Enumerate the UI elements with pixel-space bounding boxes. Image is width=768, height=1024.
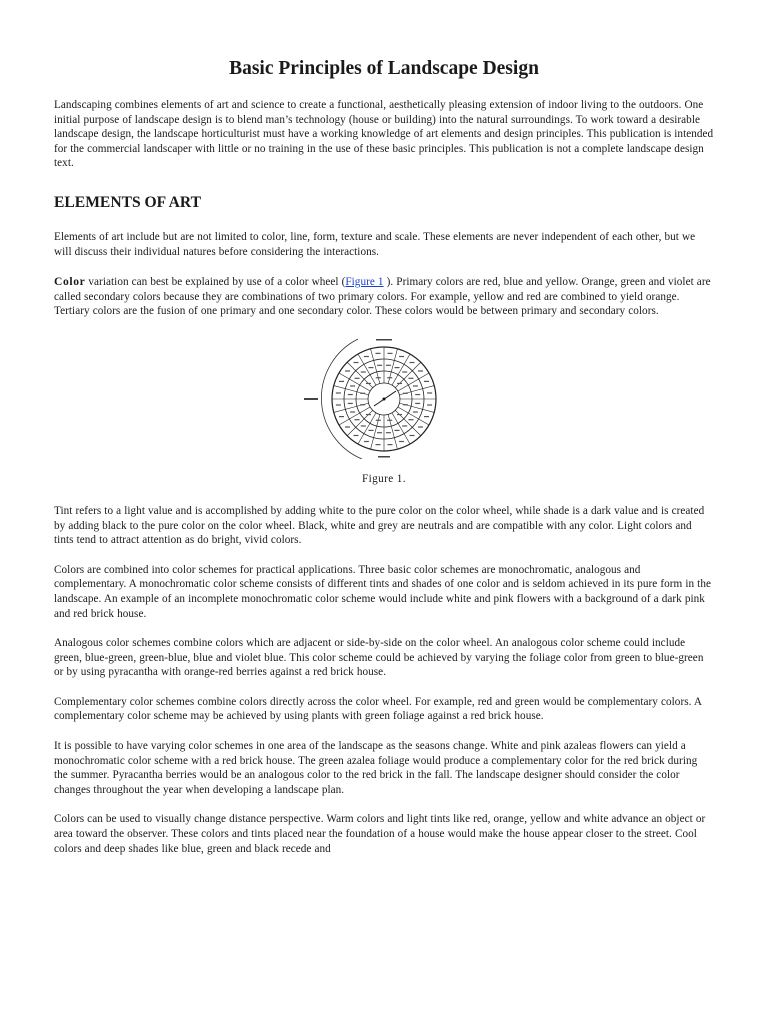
wheel-label-mark <box>360 393 365 394</box>
wheel-label-mark <box>336 404 341 405</box>
wheel-label-mark <box>366 414 371 415</box>
wheel-label-mark <box>408 378 413 379</box>
wheel-label-mark <box>403 393 408 394</box>
wheel-label-mark <box>427 392 432 393</box>
wheel-label-mark <box>339 416 344 417</box>
wheel-center <box>383 397 386 400</box>
wheel-label-mark <box>424 416 429 417</box>
intro-paragraph: Landscaping combines elements of art and science to create a functional, aesthetically pleasing extension of indoor living to the outdoors. One initial purpose of landscape design is to blend man’s technology (house or building) into the natural surroundings. To work toward a desirable landscape design, the landscape horticulturist must have a working knowledge of art elements and design principles. This publication is intended for the commercial landscaper with little or no training in the use of these basic principles. This publication is not a complete landscape design text. <box>54 99 714 170</box>
figure-1-link[interactable]: Figure 1 <box>345 276 384 289</box>
wheel-label-mark <box>376 420 381 421</box>
wheel-label-mark <box>366 383 371 384</box>
wheel-label-mark <box>350 385 355 386</box>
wheel-label-mark <box>339 381 344 382</box>
color-paragraph <box>54 275 714 319</box>
distance-paragraph: Colors can be used to visually change distance perspective. Warm colors and light tints like red, orange, yellow and white advance an object or area toward the observer. These colors and tints placed near the foundation of a house would make the house appear closer to the street. Cool colors and deep shades like blue, green and black recede and <box>54 813 706 855</box>
wheel-label-mark <box>403 404 408 405</box>
wheel-label-mark <box>397 383 402 384</box>
wheel-label-mark <box>348 403 353 404</box>
wheel-top-label-mark <box>376 339 392 341</box>
color-wheel-figure <box>54 337 714 459</box>
wheel-label-mark <box>413 411 418 412</box>
section-heading: ELEMENTS OF ART <box>54 193 202 211</box>
wheel-label-mark <box>399 441 404 442</box>
wheel-label-mark <box>350 411 355 412</box>
wheel-label-mark <box>361 425 366 426</box>
wheel-label-mark <box>410 362 415 363</box>
wheel-label-mark <box>364 356 369 357</box>
color-text-before-link: variation can best be explained by use of a color wheel ( <box>85 276 346 289</box>
wheel-label-mark <box>355 419 360 420</box>
wheel-label-mark <box>360 404 365 405</box>
wheel-label-mark <box>353 362 358 363</box>
wheel-label-mark <box>388 444 393 445</box>
wheel-label-mark <box>375 444 380 445</box>
wheel-label-mark <box>386 432 391 433</box>
schemes-paragraph: Colors are combined into color schemes for practical applications. Three basic color schemes are monochromatic, analogous and complementary. A monochromatic color scheme consists of different tints and shades of one color and is seldom achieved in its pure form in the landscape. An example of an incomplete monochromatic color scheme would include white and pink flowers with a background of a dark pink and red brick house. <box>54 563 711 620</box>
wheel-label-mark <box>397 414 402 415</box>
elements-paragraph: Elements of art include but are not limited to color, line, form, texture and scale. These elements are never independent of each other, but we will discuss their individual natures before considering the interactions. <box>54 230 696 258</box>
wheel-label-mark <box>418 370 423 371</box>
figure-caption: Figure 1. <box>362 472 406 485</box>
wheel-label-mark <box>355 378 360 379</box>
wheel-label-mark <box>415 394 420 395</box>
analogous-paragraph: Analogous color schemes combine colors which are adjacent or side-by-side on the color wheel. An analogous color scheme could include green, blue-green, green-blue, blue and violet blue. This color scheme could be achieved by varying the foliage color from green to blue-green or by using pyracantha with orange-red berries against a red brick house. <box>54 637 704 679</box>
seasons-paragraph: It is possible to have varying color schemes in one area of the landscape as the seasons change. White and pink azaleas flowers can yield a monochromatic color scheme with a red brick house. The green azalea foliage would produce a complementary color for the red brick during the summer. Pyracantha berries would be an analogous color to the red brick in the fall. The landscape designer should consider the color changes throughout the year when developing a landscape plan. <box>54 740 698 796</box>
wheel-label-mark <box>388 353 393 354</box>
page-title: Basic Principles of Landscape Design <box>229 58 539 79</box>
wheel-bottom-label-mark <box>378 456 390 458</box>
wheel-label-mark <box>387 420 392 421</box>
wheel-label-mark <box>377 365 382 366</box>
wheel-label-mark <box>345 370 350 371</box>
color-text-after-link: ). Primary colors are red, blue and yellow. Orange, green and violet are called secondary colors because they are combinations of two primary colors. For example, yellow and red are combined to yield orange. Tertiary colors are the fusion of one primary and one secondary color. These colors would be between primary and secondary colors. <box>54 276 711 318</box>
wheel-label-mark <box>418 426 423 427</box>
wheel-label-mark <box>413 385 418 386</box>
complementary-paragraph: Complementary color schemes combine colors directly across the color wheel. For example, red and green would be complementary colors. A complementary color scheme may be achieved by using plants with green foliage against a red brick house. <box>54 695 702 723</box>
wheel-label-mark <box>410 435 415 436</box>
wheel-label-mark <box>424 381 429 382</box>
wheel-label-mark <box>399 356 404 357</box>
wheel-label-mark <box>387 377 392 378</box>
wheel-label-mark <box>348 394 353 395</box>
wheel-label-mark <box>364 441 369 442</box>
wheel-label-mark <box>402 371 407 372</box>
wheel-label-mark <box>345 426 350 427</box>
wheel-label-mark <box>368 430 373 431</box>
wheel-label-mark <box>427 404 432 405</box>
wheel-label-mark <box>408 419 413 420</box>
wheel-label-mark <box>386 365 391 366</box>
wheel-label-mark <box>336 392 341 393</box>
wheel-label-mark <box>377 432 382 433</box>
wheel-label-mark <box>415 403 420 404</box>
wheel-label-mark <box>376 377 381 378</box>
wheel-label-mark <box>395 430 400 431</box>
wheel-label-mark <box>368 367 373 368</box>
wheel-label-mark <box>402 425 407 426</box>
wheel-side-label-mark <box>304 398 318 400</box>
wheel-label-mark <box>375 353 380 354</box>
wheel-label-mark <box>395 367 400 368</box>
color-term: Color <box>54 275 86 289</box>
wheel-label-mark <box>361 371 366 372</box>
color-wheel-image <box>274 337 494 459</box>
wheel-label-mark <box>353 435 358 436</box>
tint-paragraph: Tint refers to a light value and is accomplished by adding white to the pure color on the color wheel, while shade is a dark value and is created by adding black to the pure color on the color wheel. Black, white and grey are neutrals and are compatible with any color. Light colors and tints tend to attract attention as do bright, vivid colors. <box>54 504 705 547</box>
